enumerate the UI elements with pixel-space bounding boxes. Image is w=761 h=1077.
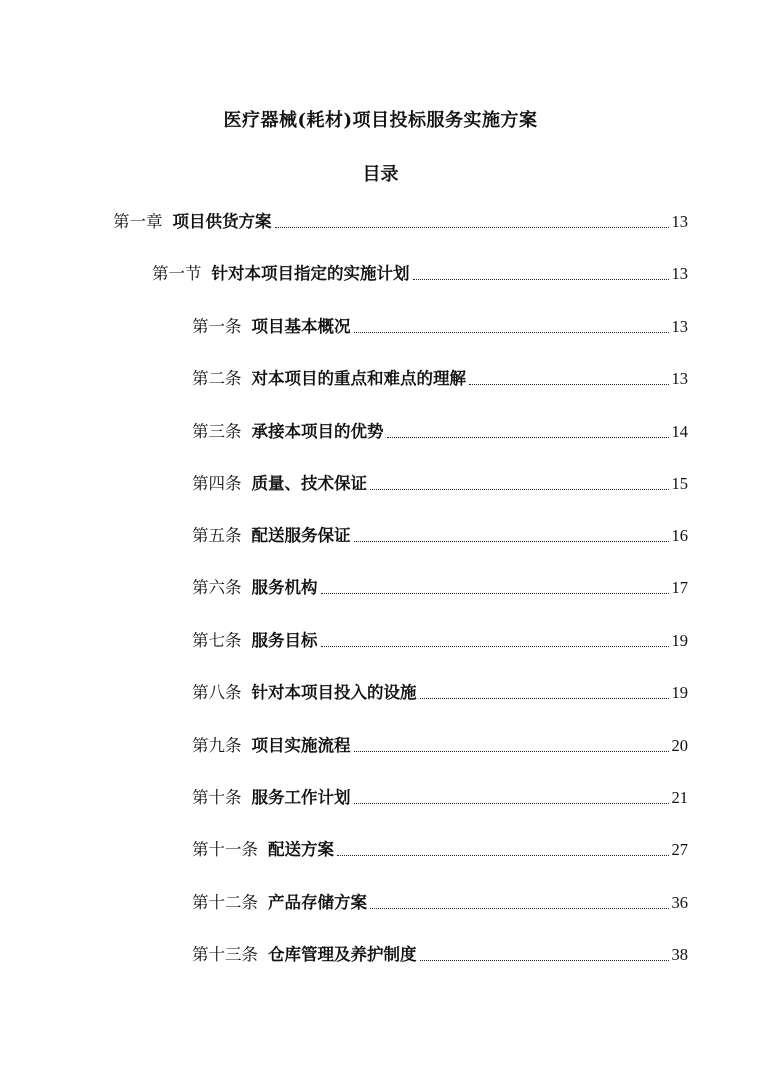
toc-entry-page: 36	[671, 893, 688, 912]
toc-entry-article-3[interactable]	[192, 418, 688, 444]
toc-dot-leader	[469, 384, 669, 385]
toc-entry-number: 第九条	[192, 736, 242, 755]
toc-entry-title: 服务机构	[251, 578, 318, 597]
toc-entry-number: 第八条	[192, 683, 242, 702]
toc-entry-page: 15	[671, 474, 688, 493]
toc-entry-article-2[interactable]	[192, 365, 688, 391]
toc-dot-leader	[370, 908, 669, 909]
toc-entry-title: 项目基本概况	[251, 317, 351, 336]
toc-dot-leader	[321, 593, 669, 594]
toc-entry-page: 16	[671, 526, 688, 545]
toc-entry-title: 承接本项目的优势	[251, 422, 384, 441]
toc-heading: 目录	[362, 164, 399, 185]
toc-dot-leader	[321, 646, 669, 647]
toc-entry-article-6[interactable]	[192, 574, 688, 600]
toc-entry-page: 17	[671, 578, 688, 597]
toc-entry-number: 第三条	[192, 422, 242, 441]
toc-entry-title: 产品存储方案	[268, 893, 367, 912]
toc-entry-page: 13	[671, 317, 688, 336]
toc-entry-number: 第二条	[192, 369, 242, 388]
toc-dot-leader	[337, 855, 669, 856]
toc-entry-page: 13	[671, 212, 688, 231]
toc-dot-leader	[413, 279, 669, 280]
toc-entry-number: 第七条	[192, 631, 242, 650]
toc-entry-page: 19	[671, 631, 688, 650]
toc-entry-title: 服务目标	[251, 631, 318, 650]
toc-entry-number: 第十一条	[192, 840, 258, 859]
toc-entry-title: 针对本项目指定的实施计划	[211, 264, 410, 283]
toc-entry-section-1[interactable]	[152, 260, 688, 286]
document-title: 医疗器械(耗材)项目投标服务实施方案	[223, 110, 538, 131]
toc-entry-number: 第一节	[152, 264, 202, 283]
toc-entry-page: 14	[671, 422, 688, 441]
toc-entry-number: 第十三条	[192, 945, 258, 964]
toc-entry-page: 38	[671, 945, 688, 964]
toc-entry-page: 20	[671, 736, 688, 755]
toc-entry-article-5[interactable]	[192, 522, 688, 548]
toc-entry-title: 仓库管理及养护制度	[268, 945, 417, 964]
toc-dot-leader	[387, 437, 669, 438]
toc-dot-leader	[420, 698, 669, 699]
toc-entry-number: 第十二条	[192, 893, 258, 912]
toc-entry-title: 对本项目的重点和难点的理解	[251, 369, 466, 388]
toc-entry-article-9[interactable]	[192, 732, 688, 758]
toc-entry-page: 27	[671, 840, 688, 859]
toc-entry-title: 针对本项目投入的设施	[251, 683, 417, 702]
toc-entry-page: 21	[671, 788, 688, 807]
toc-dot-leader	[354, 803, 669, 804]
toc-entry-article-10[interactable]	[192, 784, 688, 810]
toc-entry-article-12[interactable]	[192, 889, 688, 915]
toc-dot-leader	[354, 332, 669, 333]
toc-entry-number: 第五条	[192, 526, 242, 545]
toc-dot-leader	[275, 227, 669, 228]
toc-entry-number: 第六条	[192, 578, 242, 597]
toc-entry-article-8[interactable]	[192, 679, 688, 705]
toc-entry-title: 配送方案	[268, 840, 334, 859]
toc-entry-number: 第一章	[113, 212, 163, 231]
toc-entry-article-11[interactable]	[192, 836, 688, 862]
toc-entry-article-13[interactable]	[192, 941, 688, 967]
toc-entry-number: 第四条	[192, 474, 242, 493]
toc-entry-chapter-1[interactable]	[113, 208, 688, 234]
toc-entry-title: 质量、技术保证	[251, 474, 367, 493]
toc-entry-article-1[interactable]	[192, 313, 688, 339]
toc-entry-article-4[interactable]	[192, 470, 688, 496]
toc-entry-number: 第十条	[192, 788, 242, 807]
toc-entry-page: 13	[671, 264, 688, 283]
toc-dot-leader	[370, 489, 669, 490]
toc-entry-article-7[interactable]	[192, 627, 688, 653]
toc-entry-page: 19	[671, 683, 688, 702]
toc-entry-number: 第一条	[192, 317, 242, 336]
toc-entry-title: 配送服务保证	[251, 526, 351, 545]
toc-entry-title: 项目供货方案	[172, 212, 272, 231]
toc-dot-leader	[420, 960, 669, 961]
toc-dot-leader	[354, 541, 669, 542]
toc-entry-title: 服务工作计划	[251, 788, 351, 807]
toc-entry-title: 项目实施流程	[251, 736, 351, 755]
toc-dot-leader	[354, 751, 669, 752]
toc-entry-page: 13	[671, 369, 688, 388]
